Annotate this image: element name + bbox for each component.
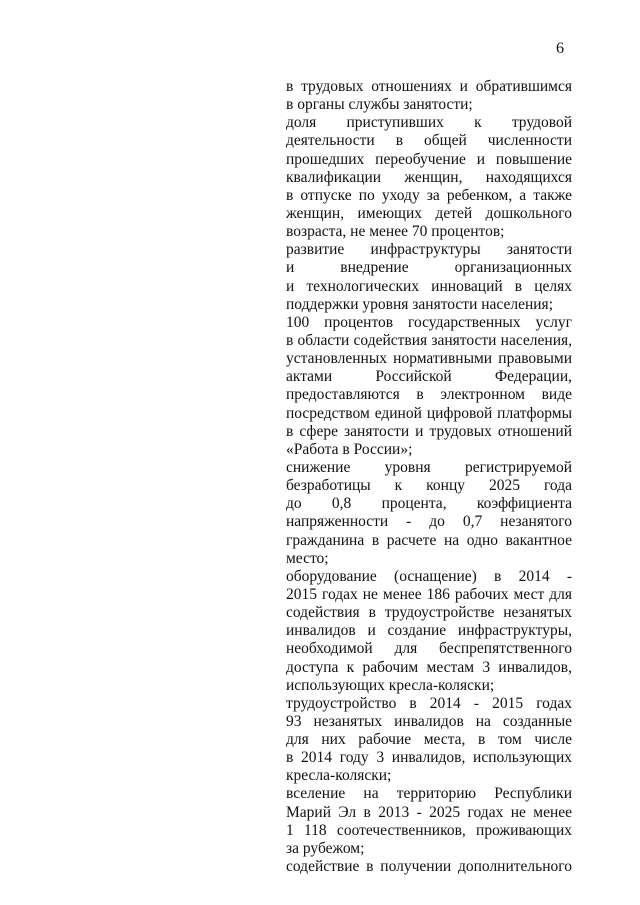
- text-line: использующих кресла-коляски;: [286, 676, 495, 694]
- text-line: для них рабочие места, в том числе: [286, 731, 572, 749]
- text-line: гражданина в расчете на одно вакантное: [286, 531, 572, 549]
- text-line: Марий Эл в 2013 - 2025 годах не менее: [286, 803, 572, 821]
- text-line: в 2014 году 3 инвалидов, использующих: [286, 749, 572, 767]
- text-line: деятельности в общей численности: [286, 132, 572, 150]
- text-line: посредством единой цифровой платформы: [286, 404, 572, 422]
- text-line: вселение на территорию Республики: [286, 785, 572, 803]
- text-line: в органы службы занятости;: [286, 96, 473, 114]
- text-line: актами Российской Федерации,: [286, 368, 572, 386]
- text-line: квалификации женщин, находящихся: [286, 168, 572, 186]
- text-line: инвалидов и создание инфраструктуры,: [286, 622, 572, 640]
- text-line: трудоустройство в 2014 - 2015 годах: [286, 694, 572, 712]
- text-line: безработицы к концу 2025 года: [286, 477, 572, 495]
- text-line: за рубежом;: [286, 839, 365, 857]
- text-line: кресла-коляски;: [286, 767, 392, 785]
- text-line: и технологических инноваций в целях: [286, 277, 572, 295]
- text-line: место;: [286, 549, 329, 567]
- text-line: до 0,8 процента, коэффициента: [286, 495, 572, 513]
- text-line: женщин, имеющих детей дошкольного: [286, 204, 572, 222]
- text-line: установленных нормативными правовыми: [286, 350, 572, 368]
- text-line: в отпуске по уходу за ребенком, а также: [286, 186, 572, 204]
- text-line: возраста, не менее 70 процентов;: [286, 223, 505, 241]
- text-line: напряженности - до 0,7 незанятого: [286, 513, 572, 531]
- text-line: 2015 годах не менее 186 рабочих мест для: [286, 585, 572, 603]
- text-line: оборудование (оснащение) в 2014 -: [286, 567, 572, 585]
- text-line: предоставляются в электронном виде: [286, 386, 572, 404]
- text-line: снижение уровня регистрируемой: [286, 458, 572, 476]
- text-line: «Работа в России»;: [286, 440, 413, 458]
- document-body: [286, 78, 572, 876]
- text-line: содействие в получении дополнительного: [286, 858, 572, 876]
- text-line: в области содействия занятости населения,: [286, 331, 572, 349]
- text-line: 93 незанятых инвалидов на созданные: [286, 712, 572, 730]
- text-line: 1 118 соотечественников, проживающих: [286, 821, 572, 839]
- text-line: содействия в трудоустройстве незанятых: [286, 604, 572, 622]
- text-line: поддержки уровня занятости населения;: [286, 295, 553, 313]
- text-line: 100 процентов государственных услуг: [286, 313, 572, 331]
- text-line: доступа к рабочим местам 3 инвалидов,: [286, 658, 572, 676]
- text-line: доля приступивших к трудовой: [286, 114, 572, 132]
- text-line: прошедших переобучение и повышение: [286, 150, 572, 168]
- text-line: развитие инфраструктуры занятости: [286, 241, 572, 259]
- text-line: в трудовых отношениях и обратившимся: [286, 78, 572, 95]
- text-line: и внедрение организационных: [286, 259, 572, 277]
- page-number: 6: [556, 40, 564, 57]
- text-line: необходимой для беспрепятственного: [286, 640, 572, 658]
- text-line: в сфере занятости и трудовых отношений: [286, 422, 572, 440]
